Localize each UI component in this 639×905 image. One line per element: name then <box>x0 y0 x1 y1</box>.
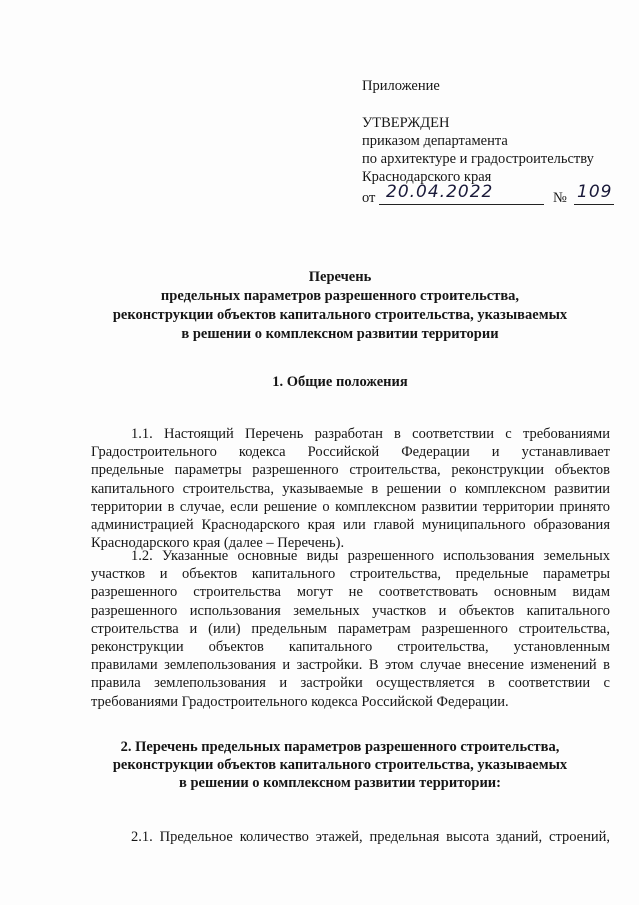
section-1-heading: 1. Общие положения <box>272 374 408 390</box>
number-sign: № <box>553 190 567 206</box>
text-line: капитального строительства, указываемые в решении о комплексном развитии <box>91 480 610 497</box>
text-line: Краснодарского края (далее – Перечень). <box>91 535 345 552</box>
title-line: реконструкции объектов капитального строительства, указываемых <box>112 307 568 323</box>
handwritten-number: 109 <box>577 182 613 202</box>
approved-label: УТВЕРЖДЕН <box>362 115 450 131</box>
approval-line-2: по архитектуре и градостроительству <box>362 151 594 167</box>
title-line: Перечень <box>308 269 372 285</box>
appendix-label: Приложение <box>362 78 440 94</box>
handwritten-date: 20.04.2022 <box>386 182 494 202</box>
text-line: предельные параметры разрешенного строительства, реконструкции объектов <box>91 462 610 479</box>
heading-line: в решении о комплексном развитии территории: <box>178 775 501 791</box>
text-line: администрацией Краснодарского края или главой муниципального образования <box>91 517 610 534</box>
approval-block <box>362 77 624 209</box>
title-line: в решении о комплексном развитии территории <box>181 326 499 342</box>
heading-line: 2. Перечень предельных параметров разрешенного строительства, <box>120 739 560 755</box>
approval-date-row <box>362 182 624 209</box>
text-line: участков и объектов капитального строительства, предельные параметры <box>91 566 610 583</box>
approval-line-3: Краснодарского края <box>362 169 492 185</box>
text-line: 1.1. Настоящий Перечень разработан в соответствии с требованиями <box>131 426 610 442</box>
section-2-heading <box>70 738 610 792</box>
text-line: территории в случае, если решение о комплексном развитии территории принято <box>91 498 610 515</box>
document-title <box>70 268 610 344</box>
text-line: разрешенного строительства могут не соответствовать основным видам <box>91 584 610 601</box>
number-underline <box>574 204 614 205</box>
paragraph-2-1 <box>91 828 610 846</box>
text-line: Градостроительного кодекса Российской Федерации и устанавливает <box>91 444 610 461</box>
date-underline <box>379 204 544 205</box>
text-line: реконструкции объектов капитального строительства, установленным <box>91 639 610 656</box>
title-line: предельных параметров разрешенного строительства, <box>160 288 520 304</box>
paragraph-1-1 <box>91 425 610 552</box>
text-line: разрешенного использования земельных участков и объектов капитального <box>91 602 610 619</box>
text-line: 2.1. Предельное количество этажей, предельная высота зданий, строений, <box>131 829 610 845</box>
text-line: 1.2. Указанные основные виды разрешенного использования земельных <box>131 548 610 564</box>
text-line: строительства и (или) предельным параметрам разрешенного строительства, <box>91 620 610 637</box>
text-line: правила землепользования и застройки осуществляется в соответствии с <box>91 675 610 692</box>
text-line: требованиями Градостроительного кодекса Российской Федерации. <box>91 693 509 710</box>
paragraph-1-2 <box>91 547 610 711</box>
approval-line-1: приказом департамента <box>362 133 508 149</box>
text-line: правилами землепользования и застройки. В этом случае внесение изменений в <box>91 657 610 674</box>
date-prefix: от <box>362 190 376 206</box>
heading-line: реконструкции объектов капитального строительства, указываемых <box>112 757 568 773</box>
